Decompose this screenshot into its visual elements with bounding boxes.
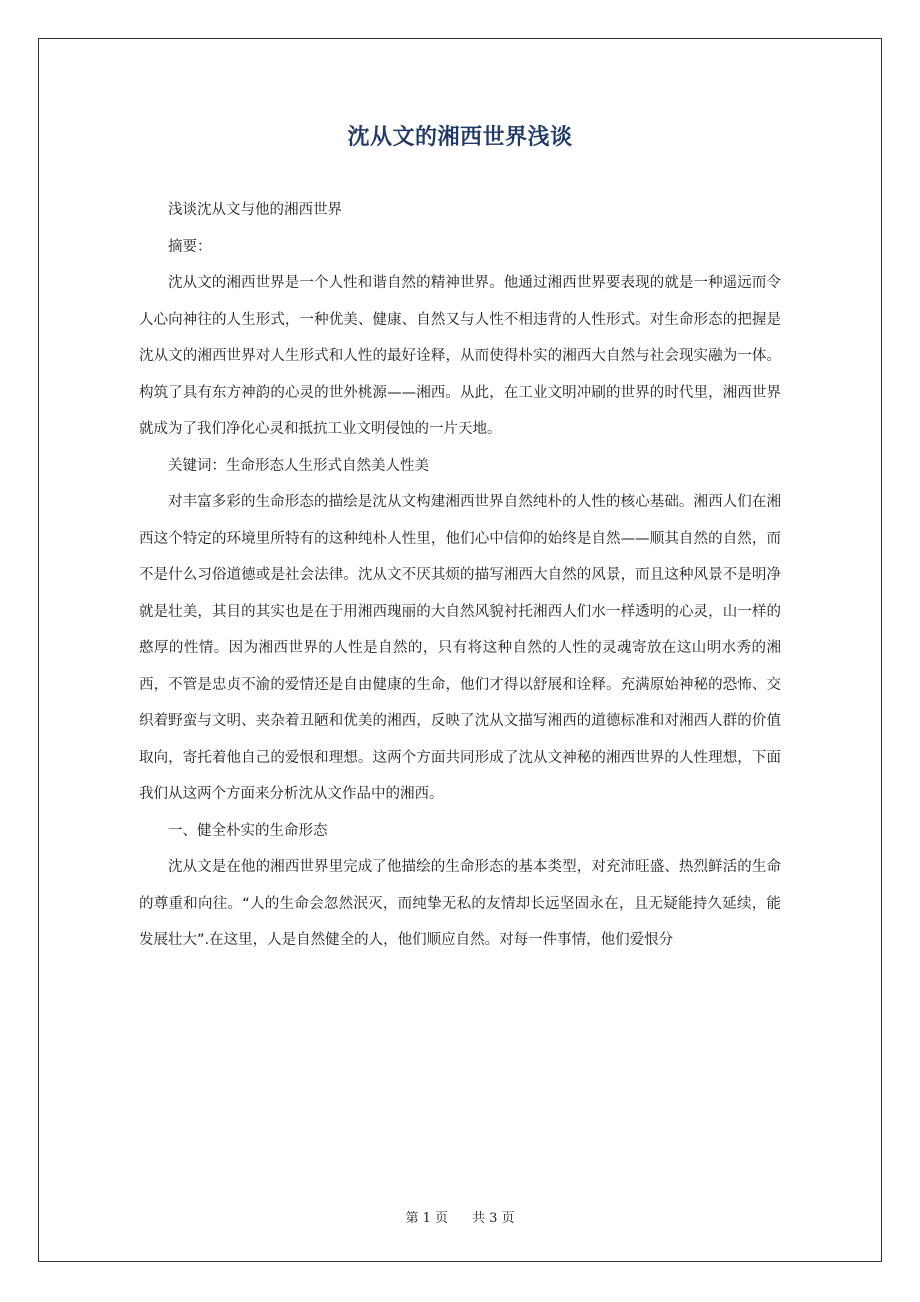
- keywords-paragraph: 关键词：生命形态人生形式自然美人性美: [168, 457, 429, 474]
- subtitle-paragraph: 浅谈沈从文与他的湘西世界: [168, 202, 342, 218]
- abstract-paragraph: 沈从文的湘西世界是一个人性和谐自然的精神世界。他通过湘西世界要表现的就是一种遥远而令人心向神往的人生形式，一种优美、健康、自然又与人性不相违背的人性形式。对生命形态的把握是沈从文的湘西世界对人生形式和人性的最好诠释，从而使得朴实的湘西大自然与社会现实融为一体。构筑了具有东方神韵的心灵的世外桃源——湘西。从此，在工业文明冲刷的世界的时代里，湘西世界就成为了我们净化心灵和抵抗工业文明侵蚀的一片天地。: [139, 275, 781, 437]
- intro-paragraph: 对丰富多彩的生命形态的描绘是沈从文构建湘西世界自然纯朴的人性的核心基础。湘西人们在湘西这个特定的环境里所特有的这种纯朴人性里，他们心中信仰的始终是自然——顺其自然的自然，而不是什么习俗道德或是社会法律。沈从文不厌其烦的描写湘西大自然的风景，而且这种风景不是明净就是壮美，其目的其实也是在于用湘西瑰丽的大自然风貌衬托湘西人们水一样透明的心灵，山一样的憨厚的性情。因为湘西世界的人性是自然的，只有将这种自然的人性的灵魂寄放在这山明水秀的湘西，不管是忠贞不渝的爱情还是自由健康的生命，他们才得以舒展和诠释。充满原始神秘的恐怖、交织着野蛮与文明、夹杂着丑陋和优美的湘西，反映了沈从文描写湘西的道德标准和对湘西人群的价值取向，寄托着他自己的爱恨和理想。这两个方面共同形成了沈从文神秘的湘西世界的人性理想，下面我们从这两个方面来分析沈从文作品中的湘西。: [139, 494, 781, 802]
- document-title: 沈从文的湘西世界浅谈: [347, 125, 573, 150]
- page-total: 共 3 页: [472, 1211, 515, 1226]
- page-number: 第 1 页: [405, 1211, 448, 1226]
- page-footer: [0, 1207, 920, 1226]
- abstract-heading: 摘要：: [168, 238, 212, 255]
- section-paragraph: 沈从文是在他的湘西世界里完成了他描绘的生命形态的基本类型，对充沛旺盛、热烈鲜活的生命的尊重和向往。“人的生命会忽然泯灭，而纯挚无私的友情却长远坚固永在，且无疑能持久延续，能发展壮大”.在这里，人是自然健全的人，他们顺应自然。对每一件事情，他们爱恨分: [139, 859, 781, 948]
- document-body: [139, 192, 781, 959]
- section-heading: 一、健全朴实的生命形态: [168, 822, 328, 839]
